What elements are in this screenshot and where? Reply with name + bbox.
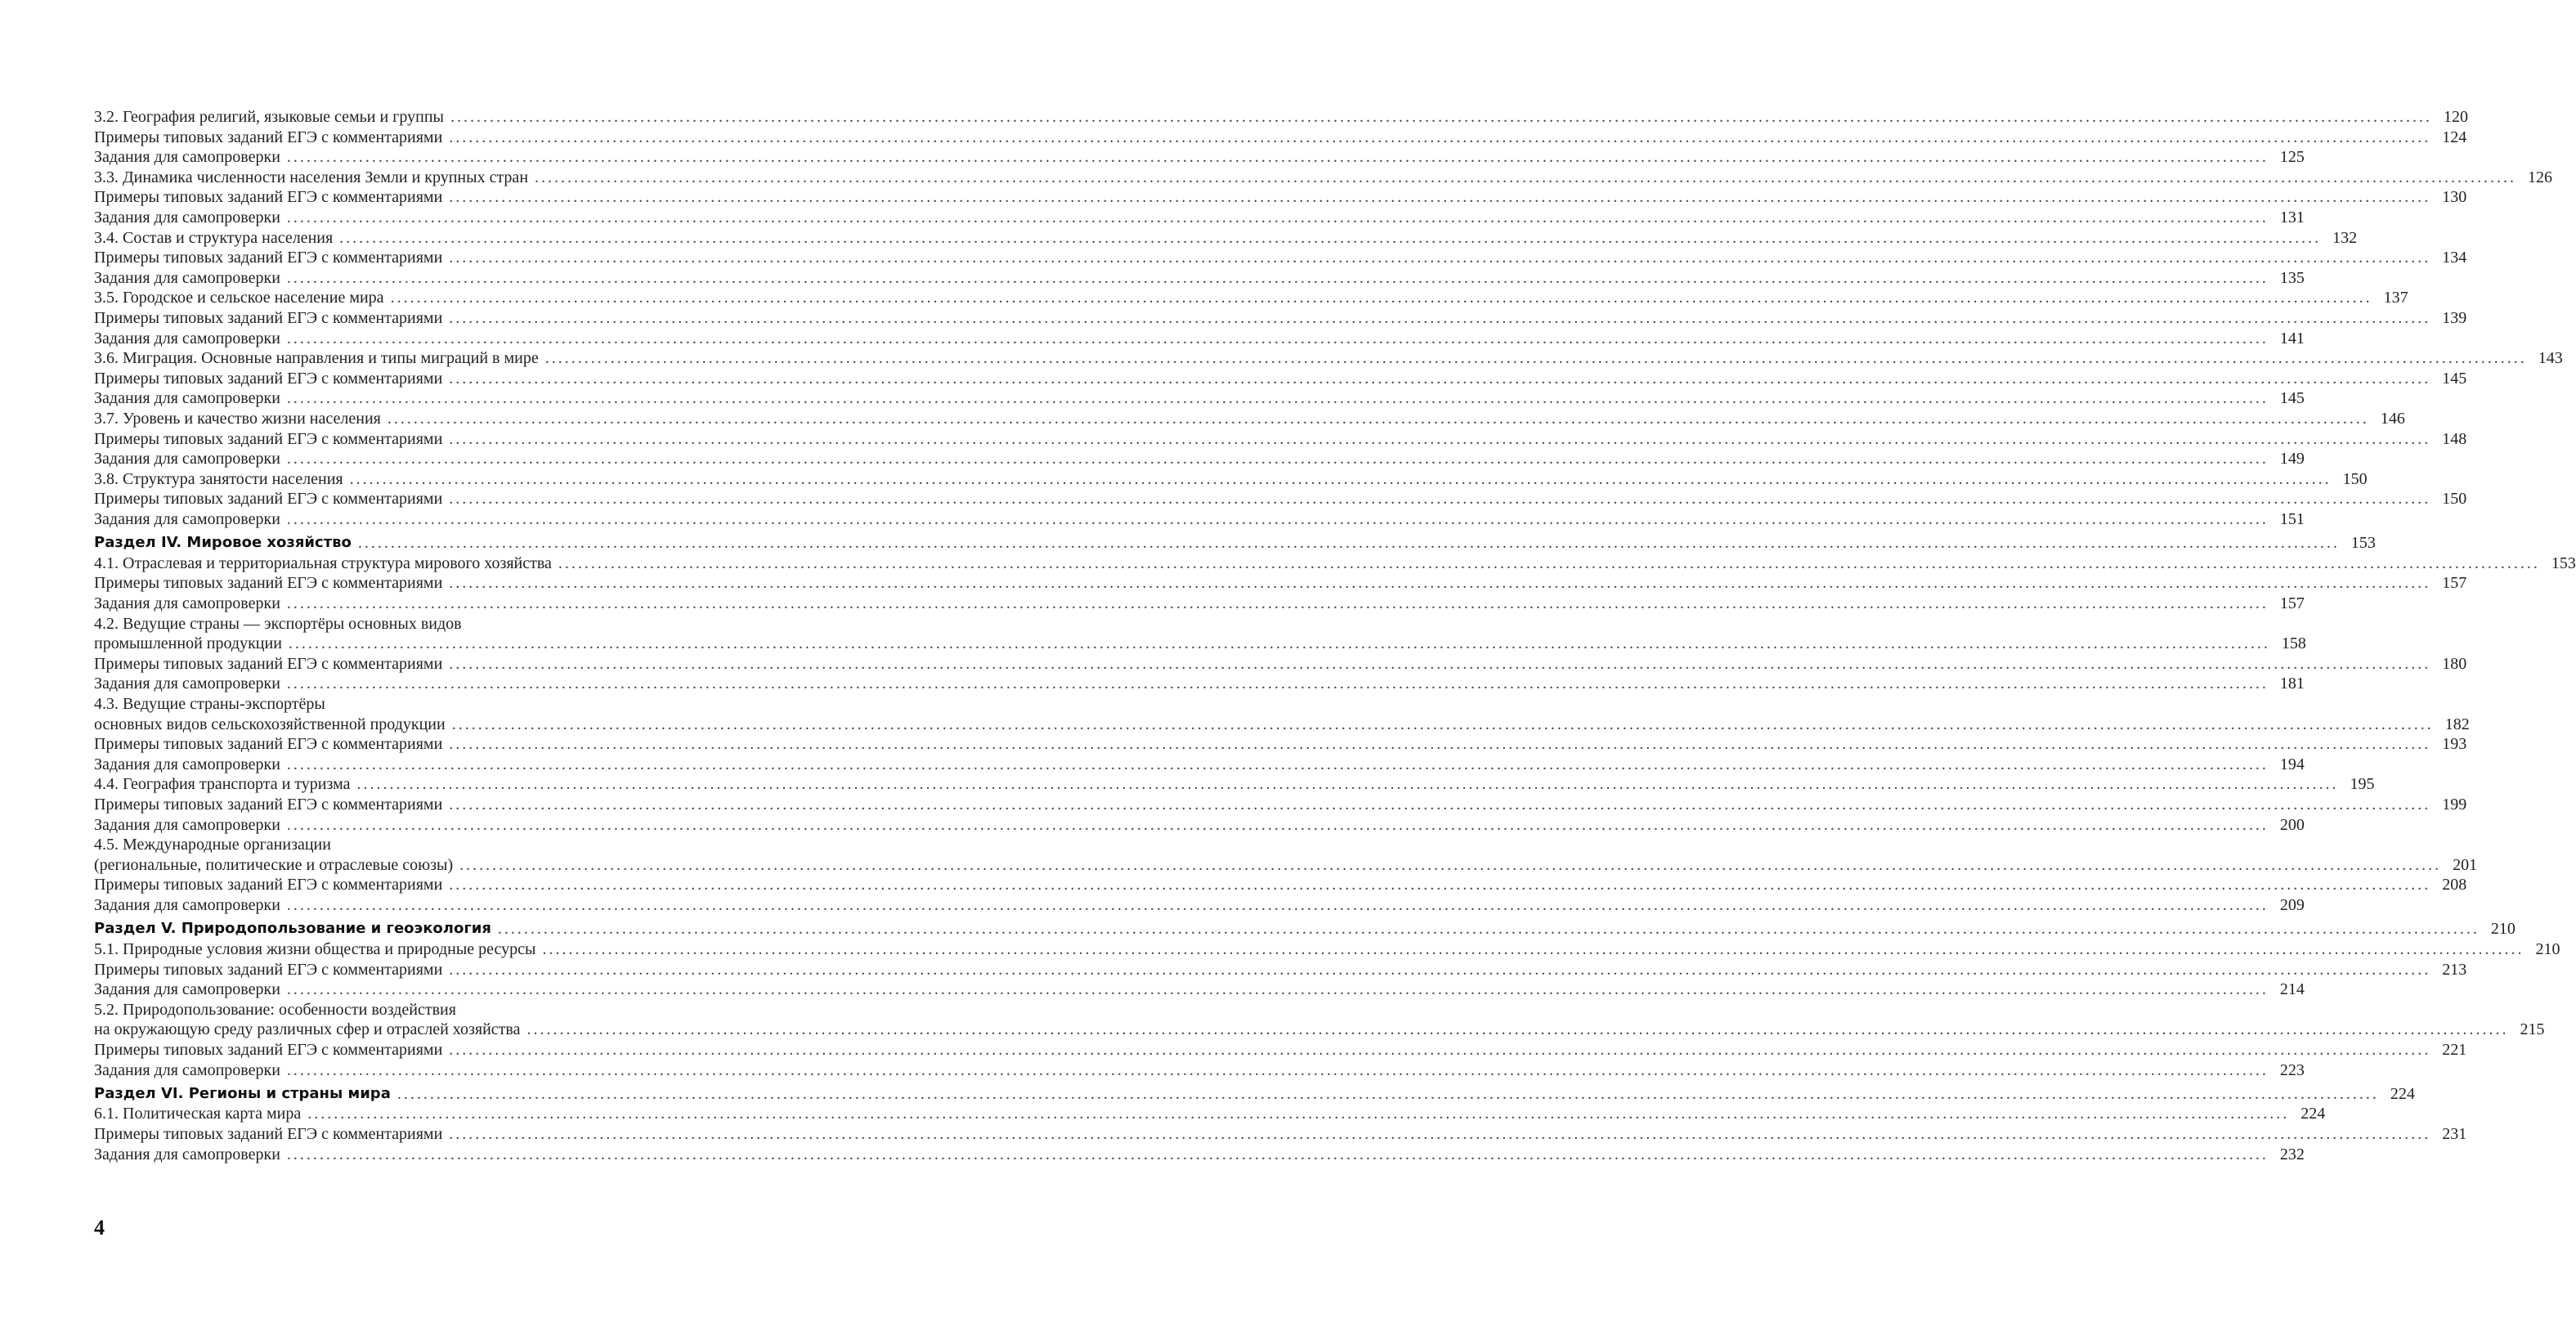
dot-leader — [539, 348, 2532, 369]
dot-leader — [442, 308, 2435, 329]
toc-section-entry — [94, 919, 2516, 939]
toc-entry-page: 224 — [2300, 1105, 2326, 1123]
toc-entry — [94, 509, 2305, 530]
toc-entry-title: Примеры типовых заданий ЕГЭ с комментариями — [94, 188, 443, 207]
toc-entry-page: 143 — [2538, 349, 2563, 368]
dot-leader — [280, 449, 2274, 469]
toc-entry — [94, 308, 2467, 329]
toc-entry-title: Примеры типовых заданий ЕГЭ с комментариями — [94, 654, 443, 673]
toc-entry — [94, 1020, 2545, 1040]
dot-leader — [280, 755, 2274, 775]
toc-entry-title: 4.2. Ведущие страны — экспортёры основных видов — [94, 614, 462, 633]
dot-leader — [333, 228, 2326, 249]
toc-entry — [94, 429, 2467, 450]
toc-entry — [94, 855, 2478, 876]
toc-entry-page: 201 — [2453, 855, 2478, 874]
toc-entry-page: 223 — [2279, 1060, 2305, 1079]
dot-leader — [442, 1124, 2435, 1145]
dot-leader — [391, 1084, 2384, 1105]
dot-leader — [442, 429, 2435, 450]
toc-entry — [94, 369, 2467, 389]
toc-entry — [94, 734, 2467, 755]
toc-entry-page: 157 — [2279, 594, 2305, 613]
toc-entry-page: 150 — [2442, 490, 2467, 509]
toc-entry-title: Примеры типовых заданий ЕГЭ с комментариями — [94, 249, 443, 267]
toc-entry-title: Задания для самопроверки — [94, 389, 280, 408]
toc-entry — [94, 1040, 2467, 1060]
toc-entry-title: Раздел IV. Мировое хозяйство — [94, 534, 352, 552]
toc-entry — [94, 187, 2467, 208]
toc-entry-page: 137 — [2383, 289, 2408, 307]
toc-entry-title: Примеры типовых заданий ЕГЭ с комментариями — [94, 574, 443, 593]
toc-entry — [94, 694, 740, 715]
toc-entry-title: Задания для самопроверки — [94, 980, 280, 999]
toc-entry-title: 4.4. География транспорта и туризма — [94, 775, 351, 794]
toc-entry — [94, 1000, 740, 1020]
toc-entry-title: 3.7. Уровень и качество жизни населения — [94, 409, 381, 428]
dot-leader — [442, 960, 2435, 980]
dot-leader — [352, 533, 2345, 554]
toc-entry-page: 199 — [2442, 795, 2467, 814]
table-of-contents — [94, 107, 2576, 1164]
toc-entry-page: 200 — [2279, 815, 2305, 834]
toc-entry — [94, 755, 2305, 775]
toc-entry-title: 3.5. Городское и сельское население мира — [94, 289, 384, 307]
toc-entry — [94, 248, 2467, 268]
toc-entry-title: Примеры типовых заданий ЕГЭ с комментариями — [94, 1125, 443, 1144]
toc-entry-page: 158 — [2281, 634, 2306, 653]
toc-entry-page: 232 — [2279, 1145, 2305, 1163]
toc-entry — [94, 614, 740, 634]
toc-section-entry — [94, 1084, 2415, 1105]
toc-entry-title: 3.3. Динамика численности населения Земли и крупных стран — [94, 168, 529, 186]
toc-entry-title: Задания для самопроверки — [94, 268, 280, 287]
toc-entry — [94, 388, 2305, 409]
dot-leader — [442, 248, 2435, 268]
toc-entry — [94, 329, 2305, 349]
dot-leader — [351, 774, 2344, 795]
dot-leader — [442, 573, 2435, 594]
toc-entry-title: Примеры типовых заданий ЕГЭ с комментариями — [94, 876, 443, 894]
toc-entry-page: 145 — [2442, 369, 2467, 388]
toc-entry-page: 194 — [2279, 755, 2305, 773]
toc-entry-title: Задания для самопроверки — [94, 755, 280, 773]
toc-entry — [94, 288, 2408, 308]
toc-entry — [94, 449, 2305, 469]
dot-leader — [280, 895, 2274, 916]
toc-entry — [94, 1145, 2305, 1165]
dot-leader — [282, 634, 2275, 654]
toc-entry-title: Примеры типовых заданий ЕГЭ с комментариями — [94, 1040, 443, 1059]
toc-entry-page: 145 — [2279, 389, 2305, 408]
toc-entry-page: 210 — [2535, 939, 2560, 958]
toc-entry-page: 149 — [2279, 450, 2305, 468]
toc-entry-page: 126 — [2528, 168, 2553, 186]
toc-entry-title: на окружающую среду различных сфер и отраслей хозяйства — [94, 1020, 521, 1039]
dot-leader — [381, 409, 2374, 429]
toc-entry — [94, 980, 2305, 1000]
toc-entry-page: 148 — [2442, 429, 2467, 448]
toc-entry-title: Примеры типовых заданий ЕГЭ с комментариями — [94, 429, 443, 448]
toc-entry-title: 4.1. Отраслевая и территориальная структура мирового хозяйства — [94, 554, 552, 572]
toc-entry-page: 215 — [2520, 1020, 2545, 1039]
toc-entry — [94, 634, 2306, 654]
toc-entry — [94, 875, 2467, 895]
dot-leader — [280, 509, 2274, 530]
toc-entry-title: 5.2. Природопользование: особенности воздействия — [94, 1000, 456, 1019]
toc-entry-title: Примеры типовых заданий ЕГЭ с комментариями — [94, 960, 443, 979]
toc-entry — [94, 774, 2375, 795]
toc-entry-page: 135 — [2279, 268, 2305, 287]
toc-entry-title: Примеры типовых заданий ЕГЭ с комментариями — [94, 128, 443, 146]
toc-entry — [94, 228, 2358, 249]
toc-entry — [94, 895, 2305, 916]
toc-entry — [94, 1060, 2305, 1081]
toc-entry — [94, 654, 2467, 675]
toc-entry-title: Примеры типовых заданий ЕГЭ с комментариями — [94, 490, 443, 509]
toc-entry-page: 130 — [2442, 188, 2467, 207]
dot-leader — [535, 939, 2529, 960]
toc-entry — [94, 815, 2305, 836]
dot-leader — [280, 388, 2274, 409]
toc-entry — [94, 1104, 2326, 1124]
toc-entry-page: 180 — [2442, 654, 2467, 673]
dot-leader — [280, 329, 2274, 349]
toc-entry-page: 213 — [2442, 960, 2467, 979]
dot-leader — [442, 875, 2435, 895]
toc-entry-title: Примеры типовых заданий ЕГЭ с комментариями — [94, 308, 443, 327]
dot-leader — [491, 919, 2484, 939]
dot-leader — [528, 168, 2521, 188]
toc-entry-title: 3.4. Состав и структура населения — [94, 228, 334, 247]
dot-leader — [520, 1020, 2513, 1040]
dot-leader — [442, 187, 2435, 208]
toc-entry-title: Примеры типовых заданий ЕГЭ с комментариями — [94, 735, 443, 754]
toc-entry-page: 125 — [2279, 148, 2305, 167]
dot-leader — [280, 815, 2274, 836]
toc-entry-title: 4.5. Международные организации — [94, 836, 331, 854]
toc-entry — [94, 835, 740, 855]
toc-entry — [94, 348, 2563, 369]
page-number: 4 — [94, 1216, 105, 1240]
toc-entry-page: 153 — [2350, 534, 2376, 553]
toc-entry — [94, 128, 2467, 148]
dot-leader — [280, 268, 2274, 289]
toc-entry-title: (региональные, политические и отраслевые союзы) — [94, 855, 454, 874]
toc-entry-title: Задания для самопроверки — [94, 594, 280, 613]
toc-entry — [94, 674, 2305, 694]
dot-leader — [343, 469, 2336, 490]
toc-entry-title: 3.2. География религий, языковые семьи и группы — [94, 108, 444, 126]
toc-entry — [94, 960, 2467, 980]
toc-entry-title: 6.1. Политическая карта мира — [94, 1105, 302, 1123]
dot-leader — [280, 674, 2274, 694]
toc-entry — [94, 469, 2368, 490]
toc-entry-page: 124 — [2442, 128, 2467, 146]
toc-entry-page: 231 — [2442, 1125, 2467, 1144]
dot-leader — [301, 1104, 2294, 1124]
toc-entry-page: 134 — [2442, 249, 2467, 267]
toc-entry-title: промышленной продукции — [94, 634, 282, 653]
toc-entry-page: 139 — [2442, 308, 2467, 327]
dot-leader — [280, 980, 2274, 1000]
toc-entry — [94, 168, 2553, 188]
toc-entry-title: Задания для самопроверки — [94, 208, 280, 226]
dot-leader — [442, 795, 2435, 815]
toc-entry-page: 153 — [2551, 554, 2576, 572]
toc-entry-title: Задания для самопроверки — [94, 815, 280, 834]
dot-leader — [442, 654, 2435, 675]
toc-entry-title: Задания для самопроверки — [94, 1060, 280, 1079]
toc-entry-page: 131 — [2279, 208, 2305, 226]
toc-entry — [94, 1124, 2467, 1145]
toc-entry-title: Задания для самопроверки — [94, 1145, 280, 1163]
toc-entry-page: 208 — [2442, 876, 2467, 894]
dot-leader — [453, 855, 2446, 876]
toc-entry — [94, 554, 2576, 574]
toc-entry-title: Раздел V. Природопользование и геоэкология — [94, 920, 491, 938]
toc-entry-title: Задания для самопроверки — [94, 675, 280, 693]
toc-entry-title: 4.3. Ведущие страны-экспортёры — [94, 695, 325, 714]
toc-entry-page: 181 — [2279, 675, 2305, 693]
toc-entry-title: основных видов сельскохозяйственной продукции — [94, 715, 446, 733]
dot-leader — [552, 554, 2545, 574]
toc-entry — [94, 594, 2305, 614]
dot-leader — [446, 715, 2439, 735]
toc-entry — [94, 409, 2405, 429]
toc-entry — [94, 147, 2305, 168]
toc-entry-page: 146 — [2380, 409, 2405, 428]
dot-leader — [384, 288, 2377, 308]
toc-entry-page: 150 — [2342, 469, 2368, 488]
toc-entry-page: 193 — [2442, 735, 2467, 754]
toc-entry — [94, 939, 2560, 960]
toc-entry-page: 120 — [2444, 108, 2468, 126]
toc-entry-title: 5.1. Природные условия жизни общества и природные ресурсы — [94, 939, 536, 958]
dot-leader — [280, 147, 2274, 168]
toc-entry-title: Задания для самопроверки — [94, 148, 280, 167]
toc-entry-page: 209 — [2279, 895, 2305, 914]
toc-entry — [94, 715, 2470, 735]
dot-leader — [280, 594, 2274, 614]
toc-entry-page: 132 — [2332, 228, 2358, 247]
toc-entry-title: Раздел VI. Регионы и страны мира — [94, 1084, 391, 1102]
toc-entry-page: 157 — [2442, 574, 2467, 593]
toc-entry-title: Задания для самопроверки — [94, 329, 280, 347]
toc-entry — [94, 208, 2305, 228]
toc-entry-title: 3.6. Миграция. Основные направления и типы миграций в мире — [94, 349, 539, 368]
toc-entry-page: 214 — [2279, 980, 2305, 999]
toc-entry-page: 224 — [2390, 1084, 2415, 1103]
toc-entry-page: 182 — [2444, 715, 2470, 733]
toc-entry-page: 151 — [2279, 509, 2305, 528]
dot-leader — [280, 208, 2274, 228]
dot-leader — [442, 1040, 2435, 1060]
toc-entry-title: Примеры типовых заданий ЕГЭ с комментариями — [94, 369, 443, 388]
toc-entry-title: Примеры типовых заданий ЕГЭ с комментариями — [94, 795, 443, 814]
toc-entry-page: 141 — [2279, 329, 2305, 347]
toc-entry-page: 221 — [2442, 1040, 2467, 1059]
toc-entry — [94, 573, 2467, 594]
toc-entry-title: Задания для самопроверки — [94, 509, 280, 528]
toc-entry — [94, 489, 2467, 509]
dot-leader — [442, 489, 2435, 509]
toc-entry-title: Задания для самопроверки — [94, 450, 280, 468]
toc-entry-title: Задания для самопроверки — [94, 895, 280, 914]
toc-entry — [94, 268, 2305, 289]
dot-leader — [442, 734, 2435, 755]
toc-entry — [94, 795, 2467, 815]
dot-leader — [444, 107, 2437, 128]
toc-entry-page: 210 — [2490, 920, 2516, 939]
dot-leader — [280, 1145, 2274, 1165]
dot-leader — [280, 1060, 2274, 1081]
toc-entry-title: 3.8. Структура занятости населения — [94, 469, 343, 488]
toc-entry-page: 195 — [2350, 775, 2375, 794]
toc-section-entry — [94, 533, 2376, 554]
dot-leader — [442, 128, 2435, 148]
dot-leader — [442, 369, 2435, 389]
toc-entry — [94, 107, 2468, 128]
